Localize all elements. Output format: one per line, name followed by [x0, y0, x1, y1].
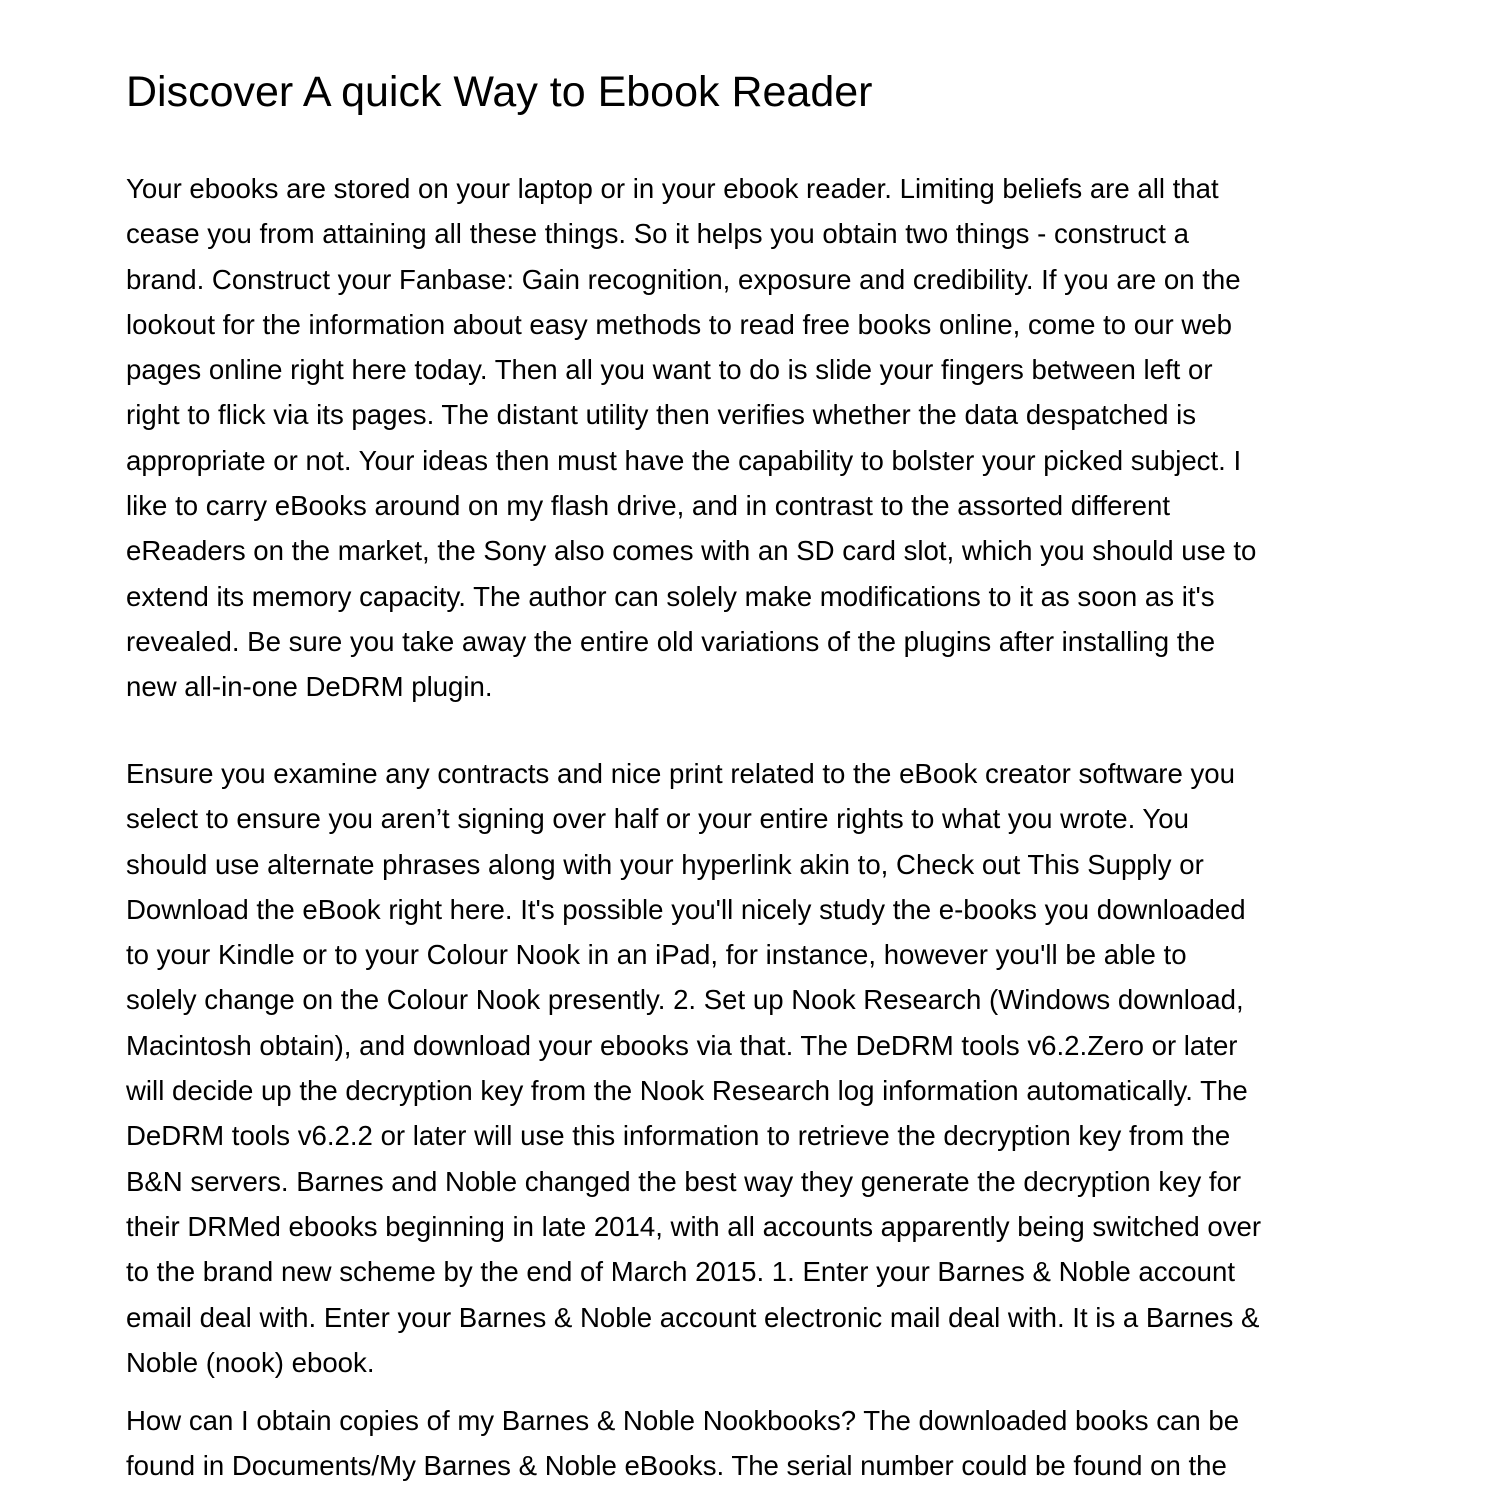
text-line: to your Kindle or to your Colour Nook in an iPad, for instance, however you'll be able to	[126, 939, 1187, 971]
text-line: DeDRM tools v6.2.2 or later will use this information to retrieve the decryption key from the	[126, 1120, 1231, 1152]
text-line: to the brand new scheme by the end of March 2015. 1. Enter your Barnes & Noble account	[126, 1256, 1236, 1288]
paragraph-3	[126, 1398, 1386, 1489]
text-line: brand. Construct your Fanbase: Gain recognition, exposure and credibility. If you are on the	[126, 263, 1241, 295]
text-line: B&N servers. Barnes and Noble changed the best way they generate the decryption key for	[126, 1165, 1242, 1197]
text-line: email deal with. Enter your Barnes & Noble account electronic mail deal with. It is a Barnes &	[126, 1301, 1260, 1333]
text-line: pages online right here today. Then all you want to do is slide your fingers between left or	[126, 354, 1213, 386]
text-line: How can I obtain copies of my Barnes & Noble Nookbooks? The downloaded books can be	[126, 1405, 1240, 1436]
text-line: Macintosh obtain), and download your ebooks via that. The DeDRM tools v6.2.Zero or later	[126, 1029, 1238, 1061]
text-line: solely change on the Colour Nook presently. 2. Set up Nook Research (Windows download,	[126, 984, 1244, 1016]
text-line: select to ensure you aren’t signing over half or your entire rights to what you wrote. You	[126, 803, 1189, 835]
page-title: Discover A quick Way to Ebook Reader	[126, 68, 873, 116]
text-line: appropriate or not. Your ideas then must have the capability to bolster your picked subject. I	[126, 444, 1242, 476]
text-line: new all-in-one DeDRM plugin.	[126, 671, 493, 703]
text-line: their DRMed ebooks beginning in late 2014, with all accounts apparently being switched over	[126, 1210, 1262, 1242]
text-line: should use alternate phrases along with your hyperlink akin to, Check out This Supply or	[126, 848, 1204, 880]
text-line: eReaders on the market, the Sony also comes with an SD card slot, which you should use to	[126, 535, 1257, 567]
text-line: extend its memory capacity. The author can solely make modifications to it as soon as it's	[126, 580, 1215, 612]
paragraph-2	[126, 751, 1386, 1385]
text-line: Download the eBook right here. It's possible you'll nicely study the e-books you downloaded	[126, 893, 1246, 925]
text-line: found in Documents/My Barnes & Noble eBooks. The serial number could be found on the	[126, 1450, 1227, 1482]
text-line: right to flick via its pages. The distant utility then verifies whether the data despatched is	[126, 399, 1197, 431]
text-line: cease you from attaining all these things. So it helps you obtain two things - construct a	[126, 218, 1189, 250]
text-line: Ensure you examine any contracts and nice print related to the eBook creator software you	[126, 758, 1235, 789]
text-line: lookout for the information about easy methods to read free books online, come to our web	[126, 308, 1232, 340]
text-line: revealed. Be sure you take away the entire old variations of the plugins after installing the	[126, 625, 1216, 657]
text-line: like to carry eBooks around on my flash drive, and in contrast to the assorted different	[126, 490, 1171, 522]
text-line: Your ebooks are stored on your laptop or in your ebook reader. Limiting beliefs are all that	[126, 173, 1219, 204]
text-line: Noble (nook) ebook.	[126, 1346, 375, 1378]
paragraph-1	[126, 166, 1386, 710]
text-line: will decide up the decryption key from the Nook Research log information automatically. The	[126, 1075, 1248, 1107]
